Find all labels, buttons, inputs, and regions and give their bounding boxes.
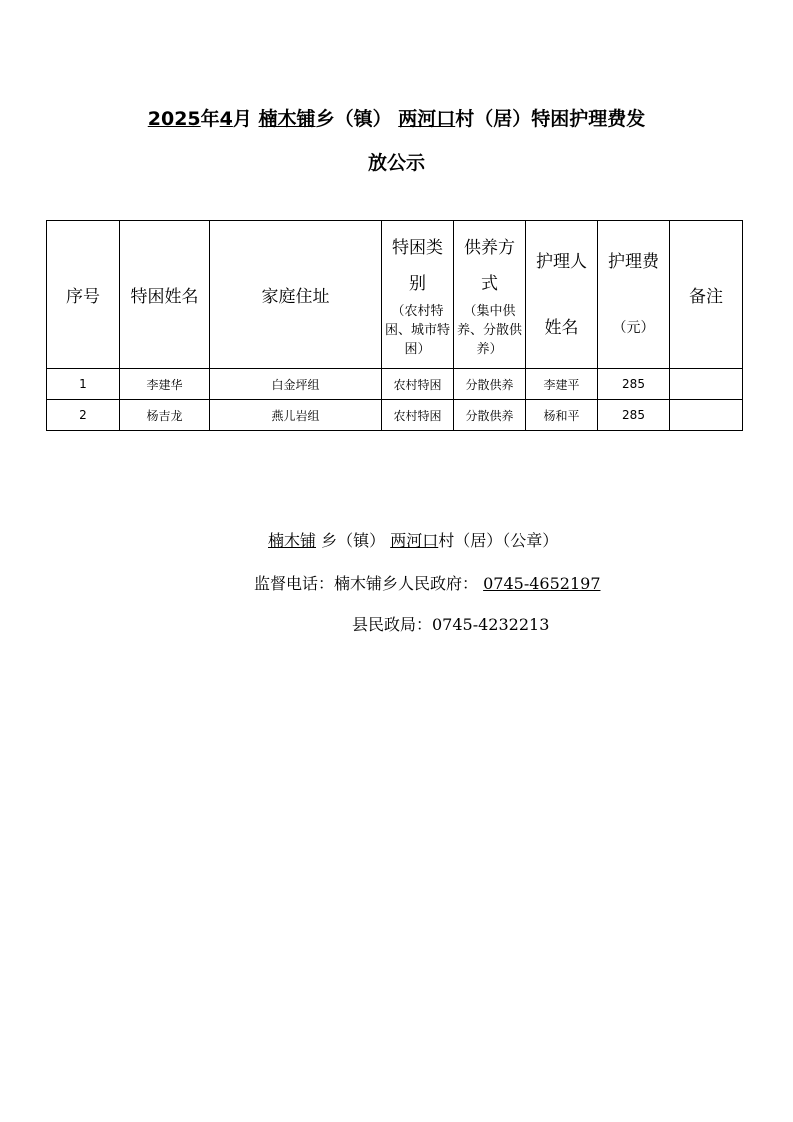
cell-name: 李建华 [120,369,210,400]
cell-seq: 2 [47,400,120,431]
cell-address: 白金坪组 [210,369,382,400]
document-title-line2: 放公示 [367,152,425,174]
title-town-suffix: 乡（镇） [315,108,392,130]
cell-remark [670,369,743,400]
header-address: 家庭住址 [210,221,382,369]
document-title [0,104,793,131]
table-header-row [47,221,743,369]
header-category [382,221,454,369]
footer-town-suffix: 乡（镇） [321,531,386,550]
footer-town: 楠木铺 [268,531,317,550]
table-row [47,369,743,400]
title-village: 两河口 [398,108,456,130]
header-category-line2: 别 [409,274,426,294]
cell-seq: 1 [47,369,120,400]
title-village-suffix: 村（居）特困护理费发 [455,108,646,130]
cell-support: 分散供养 [454,400,526,431]
title-town: 楠木铺 [258,108,316,130]
title-year-suffix: 年 [200,108,220,130]
header-caretaker-line1: 护理人 [536,251,587,272]
cell-category: 农村特困 [382,369,454,400]
footer-village: 两河口 [390,531,439,550]
title-month: 4 [219,108,233,130]
header-support-line2: 式 [481,274,498,294]
header-support-note: （集中供养、分散供养） [456,304,522,357]
footer-phone-line [0,571,793,594]
header-caretaker [526,221,598,369]
footer-county-line: 县民政局：0745-4232213 [352,615,550,634]
header-remark: 备注 [670,221,743,369]
header-fee-line2: （元） [612,319,655,336]
footer-seal-line [0,528,793,551]
header-category-line1: 特困类 [392,238,443,258]
header-fee [598,221,670,369]
cell-caretaker: 李建平 [526,369,598,400]
cell-fee: 285 [598,400,670,431]
header-fee-line1: 护理费 [608,251,659,272]
cell-remark [670,400,743,431]
cell-fee: 285 [598,369,670,400]
footer-phone-value: 0745-4652197 [483,574,601,593]
header-support-line1: 供养方 [464,238,515,258]
cell-category: 农村特困 [382,400,454,431]
cell-name: 杨吉龙 [120,400,210,431]
title-year: 2025 [147,108,201,130]
footer-phone-label: 监督电话：楠木铺乡人民政府： [254,574,479,593]
cell-support: 分散供养 [454,369,526,400]
cell-address: 燕儿岩组 [210,400,382,431]
header-category-note: （农村特困、城市特困） [384,304,450,357]
payment-table [46,220,743,431]
header-caretaker-line2: 姓名 [544,317,579,338]
cell-caretaker: 杨和平 [526,400,598,431]
header-name: 特困姓名 [120,221,210,369]
title-month-suffix: 月 [232,108,252,130]
header-support [454,221,526,369]
header-seq: 序号 [47,221,120,369]
table-row [47,400,743,431]
footer-village-suffix: 村（居）（公章） [438,531,559,550]
